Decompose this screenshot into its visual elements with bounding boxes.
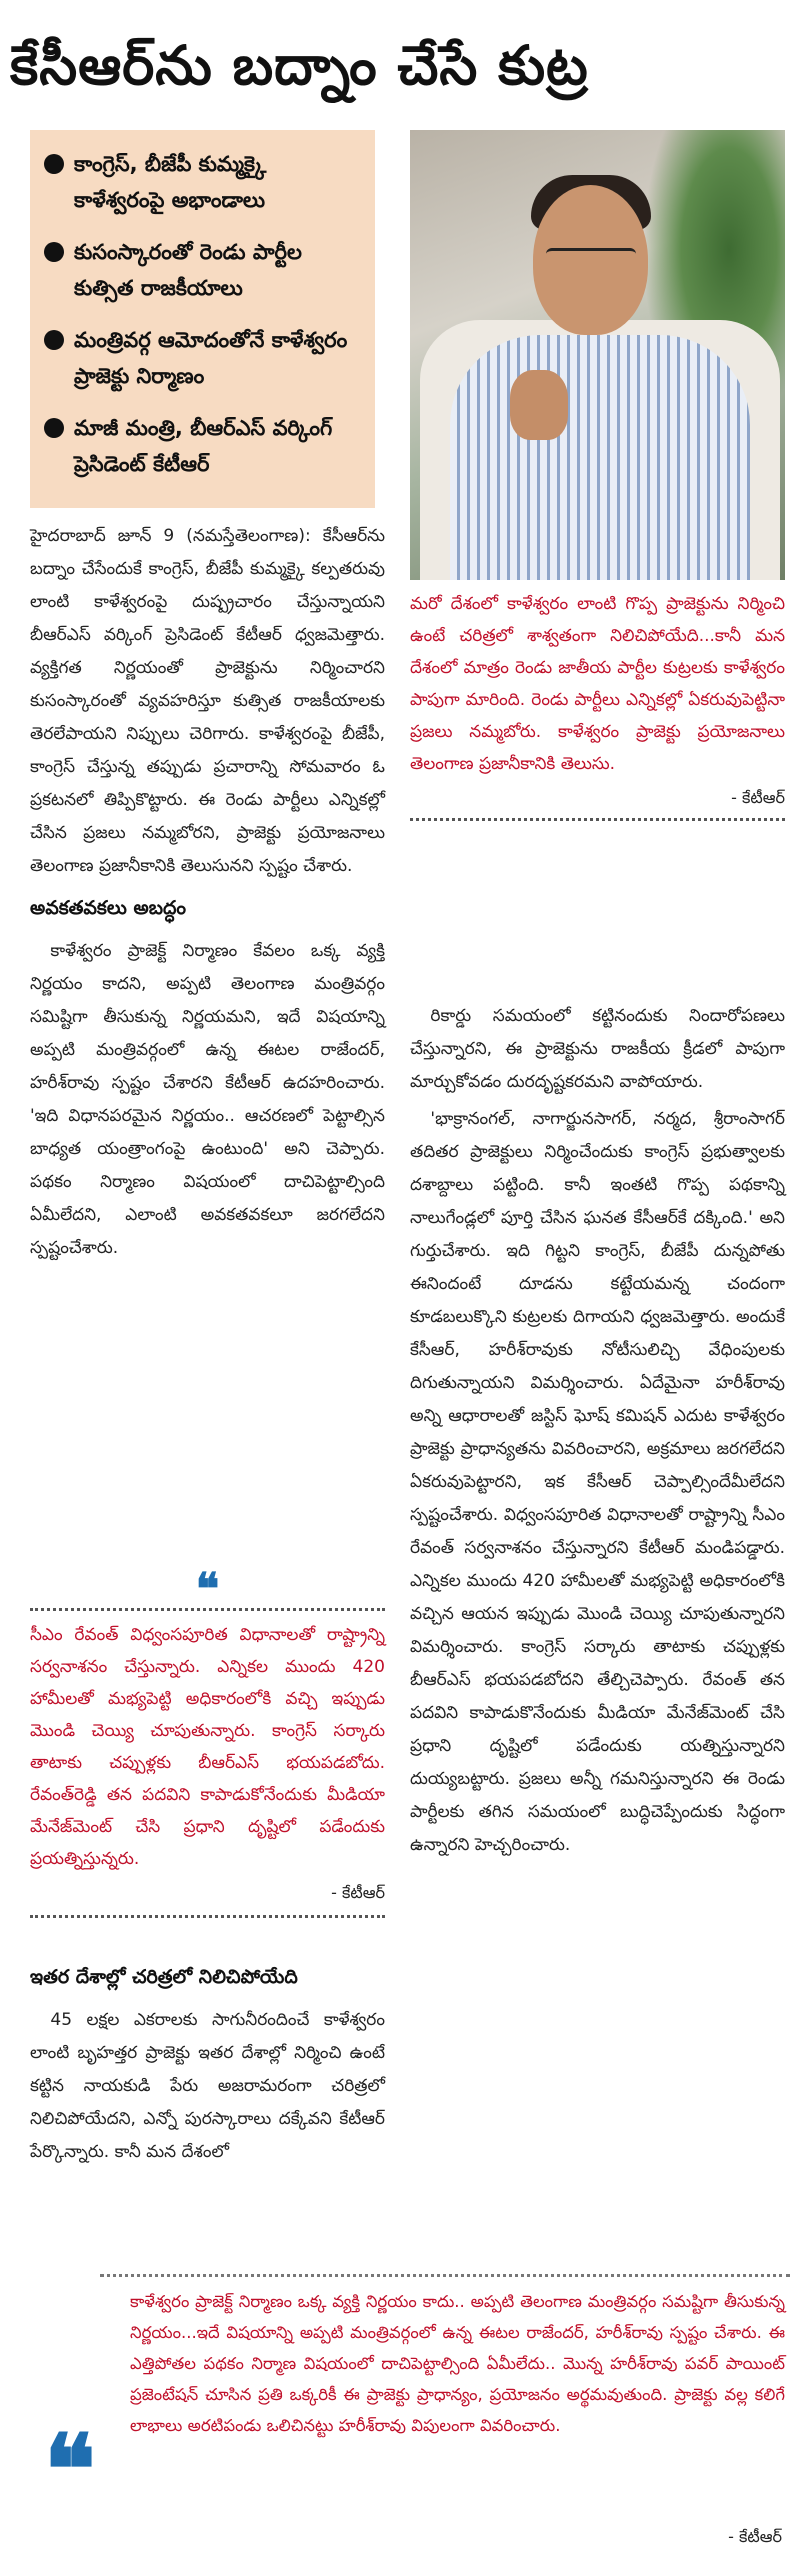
divider (410, 818, 785, 821)
body-paragraph: కాళేశ్వరం ప్రాజెక్ట్‌ నిర్మాణం కేవలం ఒక్క వ్యక్తి నిర్ణయం కాదని, అప్పటి తెలంగాణ మంత్రివర్గం సమిష్టిగా తీసుకున్న నిర్ణయమని, ఇదే విషయాన్ని అప్పటి మంత్రివర్గంలో ఉన్న ఈటల రాజేందర్‌, హరీశ్‌రావు స్పష్టం చేశారని కేటీఆర్‌ ఉదహరించారు. 'ఇది విధానపరమైన నిర్ణయం.. ఆచరణలో పెట్టాల్సిన బాధ్యత యంత్రాంగంపై ఉంటుంది' అని చెప్పారు. పథకం నిర్మాణం విషయంలో దాచిపెట్టాల్సింది ఏమీలేదని, ఎలాంటి అవకతవకలూ జరగలేదని స్పష్టంచేశారు. (30, 941, 385, 1258)
highlight-item (44, 410, 361, 482)
highlight-item (44, 234, 361, 306)
pull-quote-right (410, 588, 785, 821)
right-column (410, 1000, 785, 1866)
bullet-dot-icon (44, 242, 64, 262)
subheading: అవకతవకలు అబద్ధం (30, 897, 186, 919)
body-paragraph: 'భాక్రానంగల్‌, నాగార్జునసాగర్‌, నర్మద, శ్రీరాంసాగర్‌ తదితర ప్రాజెక్టులు నిర్మించేందుకు కాంగ్రెస్‌ ప్రభుత్వాలకు దశాబ్దాలు పట్టింది. కానీ ఇంతటి గొప్ప పథకాన్ని నాలుగేండ్లలో పూర్తి చేసిన ఘనత కేసీఆర్‌కే దక్కింది.' అని గుర్తుచేశారు. ఇది గిట్టని కాంగ్రెస్‌, బీజేపీ దున్నపోతు ఈనిందంటే దూడను కట్టేయమన్న చందంగా కూడబలుక్కొని కుట్రలకు దిగాయని ధ్వజమెత్తారు. అందుకే కేసీఆర్‌, హరీశ్‌రావుకు నోటీసులిచ్చి వేధింపులకు దిగుతున్నాయని విమర్శించారు. ఏదేమైనా హరీశ్‌రావు అన్ని ఆధారాలతో జస్టిస్‌ ఘోష్‌ కమిషన్‌ ఎదుట కాళేశ్వరం ప్రాజెక్టు ప్రాధాన్యతను వివరించారని, అక్రమాలు జరగలేదని ఏకరువుపెట్టారని, ఇక కేసీఆర్‌ చెప్పాల్సిందేమీలేదని స్పష్టంచేశారు. విధ్వంసపూరిత విధానాలతో రాష్ట్రాన్ని సీఎం రేవంత్‌ సర్వనాశనం చేస్తున్నారని కేటీఆర్‌ మండిపడ్డారు. ఎన్నికల ముందు 420 హామీలతో మభ్యపెట్టి అధికారంలోకి వచ్చిన ఆయన ఇప్పుడు మొండి చెయ్యి చూపుతున్నారని విమర్శించారు. కాంగ్రెస్‌ సర్కారు తాటాకు చప్పుళ్లకు బీఆర్‌ఎస్‌ భయపడబోదని తేల్చిచెప్పారు. రేవంత్‌ తన పదవిని కాపాడుకొనేందుకు మీడియా మేనేజ్‌మెంట్‌ చేసి ప్రధాని దృష్టిలో పడేందుకు యత్నిస్తున్నారని దుయ్యబట్టారు. ప్రజలు అన్నీ గమనిస్తున్నారని ఈ రెండు పార్టీలకు తగిన సమయంలో బుద్ధిచెప్పేందుకు సిద్ధంగా ఉన్నారని హెచ్చరించారు. (410, 1109, 785, 1855)
pull-quote-text: సీఎం రేవంత్‌ విధ్వంసపూరిత విధానాలతో రాష్ట్రాన్ని సర్వనాశనం చేస్తున్నారు. ఎన్నికల ముందు 420 హామీలతో మభ్యపెట్టి అధికారంలోకి వచ్చి ఇప్పుడు మొండి చెయ్యి చూపుతున్నారు. కాంగ్రెస్‌ సర్కారు తాటాకు చప్పుళ్లకు బీఆర్‌ఎస్‌ భయపడబోదు. రేవంత్‌రెడ్డి తన పదవిని కాపాడుకోనేందుకు మీడియా మేనేజ్‌మెంట్‌ చేసి ప్రధాని దృష్టిలో పడేందుకు ప్రయత్నిస్తున్నరు. (30, 1625, 385, 1869)
quote-mark-icon: ❝ (195, 1564, 220, 1615)
highlights-box (30, 130, 375, 508)
bullet-dot-icon (44, 154, 64, 174)
divider (30, 1915, 385, 1918)
quote-attribution: - కేటీఆర్‌ (331, 1883, 385, 1902)
pull-quote-left (30, 1608, 385, 1918)
subheading: ఇతర దేశాల్లో చరిత్రలో నిలిచిపోయేది (30, 1966, 298, 1988)
pull-quote-text: మరో దేశంలో కాళేశ్వరం లాంటి గొప్ప ప్రాజెక్టును నిర్మించి ఉంటే చరిత్రలో శాశ్వతంగా నిలిచిపోయేది...కానీ మన దేశంలో మాత్రం రెండు జాతీయ పార్టీల కుట్రలకు కాళేశ్వరం పాపుగా మారింది. రెండు పార్టీలు ఎన్నికల్లో ఏకరువుపెట్టినా ప్రజలు నమ్మబోరు. కాళేశ్వరం ప్రాజెక్టు ప్రయోజనాలు తెలంగాణ ప్రజానీకానికి తెలుసు. (410, 594, 785, 774)
body-paragraph: రికార్డు సమయంలో కట్టినందుకు నిందారోపణలు చేస్తున్నారని, ఈ ప్రాజెక్టును రాజకీయ క్రీడలో పాపుగా మార్చుకోవడం దురదృష్టకరమని వాపోయారు. (410, 1006, 785, 1092)
striped-shirt (450, 335, 750, 580)
bottom-pull-quote (0, 2272, 800, 2572)
left-column (30, 520, 385, 1269)
headline: కేసీఆర్‌ను బద్నాం చేసే కుట్ర (10, 34, 589, 97)
glasses (546, 248, 636, 270)
left-column-lower (30, 1960, 385, 2173)
divider (30, 1608, 385, 1611)
highlight-text: మాజీ మంత్రి, బీఆర్‌ఎస్‌ వర్కింగ్‌ ప్రెసిడెంట్‌ కేటీఆర్‌ (74, 416, 333, 476)
highlight-text: కుసంస్కారంతో రెండు పార్టీల కుత్సిత రాజకీయాలు (74, 240, 302, 300)
quote-mark-icon: ❝ (44, 2413, 96, 2526)
quote-attribution: - కేటీఆర్‌ (728, 2527, 782, 2546)
pull-quote-text: కాళేశ్వరం ప్రాజెక్ట్‌ నిర్మాణం ఒక్క వ్యక్తి నిర్ణయం కాదు.. అప్పటి తెలంగాణ మంత్రివర్గం సమష్టిగా తీసుకున్న నిర్ణయం...ఇదే విషయాన్ని అప్పటి మంత్రివర్గంలో ఉన్న ఈటల రాజేందర్‌, హరీశ్‌రావు స్పష్టం చేశారు. ఈ ఎత్తిపోతల పథకం నిర్మాణ విషయంలో దాచిపెట్టాల్సింది ఏమీలేదు.. మొన్న హరీశ్‌రావు పవర్‌ పాయింట్‌ ప్రజెంటేషన్‌ చూసిన ప్రతి ఒక్కరికీ ఈ ప్రాజెక్టు ప్రాధాన్యం, ప్రయోజనం అర్థమవుతుంది. ప్రాజెక్టు వల్ల కలిగే లాభాలు అరటిపండు ఒలిచినట్టు హరీశ్‌రావు విపులంగా వివరించారు. (130, 2292, 785, 2435)
ktr-photo (410, 130, 785, 580)
divider (100, 2274, 790, 2277)
highlight-text: కాంగ్రెస్‌, బీజేపీ కుమ్మక్కై కాళేశ్వరంపై అభాండాలు (74, 152, 267, 212)
highlight-item (44, 146, 361, 218)
highlight-item (44, 322, 361, 394)
gesturing-hand (510, 370, 568, 440)
body-paragraph: 45 లక్షల ఎకరాలకు సాగునీరందించే కాళేశ్వరం లాంటి బృహత్తర ప్రాజెక్టు ఇతర దేశాల్లో నిర్మించి ఉంటే కట్టిన నాయకుడి పేరు అజరామరంగా చరిత్రలో నిలిచిపోయేదని, ఎన్నో పురస్కారాలు దక్కేవని కేటీఆర్‌ పేర్కొన్నారు. కానీ మన దేశంలో (30, 2010, 385, 2162)
highlight-text: మంత్రివర్గ ఆమోదంతోనే కాళేశ్వరం ప్రాజెక్టు నిర్మాణం (74, 328, 348, 388)
quote-attribution: - కేటీఆర్‌ (731, 788, 785, 807)
intro-paragraph: హైదరాబాద్‌ జూన్‌ 9 (నమస్తేతెలంగాణ): కేసీఆర్‌ను బద్నాం చేసేందుకే కాంగ్రెస్‌, బీజేపీ కుమ్మక్కై కల్పతరువు లాంటి కాళేశ్వరంపై దుష్ప్రచారం చేస్తున్నాయని బీఆర్‌ఎస్‌ వర్కింగ్‌ ప్రెసిడెంట్‌ కేటీఆర్‌ ధ్వజమెత్తారు. వ్యక్తిగత నిర్ణయంతో ప్రాజెక్టును నిర్మించారని కుసంస్కారంతో వ్యవహరిస్తూ కుత్సిత రాజకీయాలకు తెరలేపాయని నిప్పులు చెరిగారు. కాళేశ్వరంపై బీజేపీ, కాంగ్రెస్‌ చేస్తున్న తప్పుడు ప్రచారాన్ని సోమవారం ఓ ప్రకటనలో తిప్పికొట్టారు. ఈ రెండు పార్టీలు ఎన్నికల్లో చేసిన ప్రజలు నమ్మబోరని, ప్రాజెక్టు ప్రయోజనాలు తెలంగాణ ప్రజానీకానికి తెలుసునని స్పష్టం చేశారు. (30, 526, 385, 876)
bullet-dot-icon (44, 330, 64, 350)
bullet-dot-icon (44, 418, 64, 438)
